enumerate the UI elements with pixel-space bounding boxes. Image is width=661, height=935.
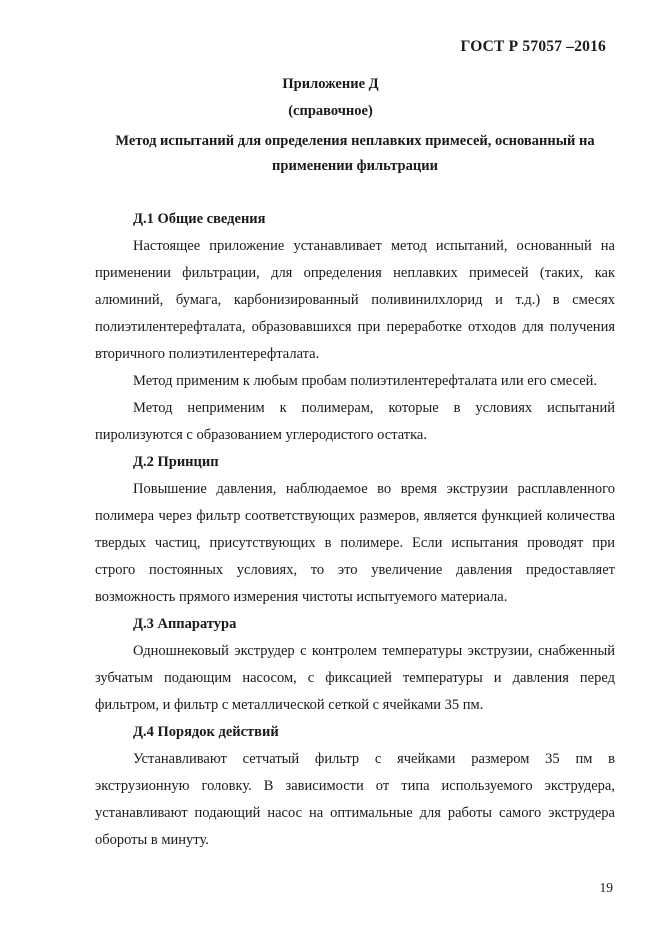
section-heading-general: Д.1 Общие сведения [133, 211, 266, 227]
standard-number: ГОСТ Р 57057 –2016 [460, 38, 606, 55]
appendix-type: (справочное) [288, 103, 373, 119]
paragraph: Повышение давления, наблюдаемое во время экструзии расплавленного полимера через фильтр соответствующих размеров, является функцией количества твердых частиц, присутствующих в полимере. Если испытания проводят при строго постоянных условиях, то это увеличение давления предоставляет возможность прямого измерения чистоты испытуемого материала. [95, 481, 615, 605]
section-heading-principle: Д.2 Принцип [133, 454, 219, 470]
page-number: 19 [599, 880, 613, 895]
paragraph: Одношнековый экструдер с контролем температуры экструзии, снабженный зубчатым подающим насосом, с фиксацией температуры и давления перед фильтром, и фильтр с металлической сеткой с ячейками 35 пм. [95, 643, 615, 713]
paragraph: Устанавливают сетчатый фильтр с ячейками размером 35 пм в экструзионную головку. В зависимости от типа используемого экструдера, устанавливают подающий насос на оптимальные для работы самого экструдера обороты в минуту. [95, 751, 615, 848]
paragraph: Метод неприменим к полимерам, которые в условиях испытаний пиролизуются с образованием углеродистого остатка. [95, 400, 615, 443]
appendix-label: Приложение Д [282, 76, 379, 92]
document-body [95, 206, 615, 854]
paragraph: Настоящее приложение устанавливает метод испытаний, основанный на применении фильтрации, для определения неплавких примесей (таких, как алюминий, бумага, карбонизированный поливинилхлорид и т.д.) в смесях полиэтилентерефталата, образовавшихся при переработке отходов для получения вторичного полиэтилентерефталата. [95, 238, 615, 362]
section-heading-procedure: Д.4 Порядок действий [133, 724, 279, 740]
appendix-title: Метод испытаний для определения неплавких примесей, основанный на применении фильтрации [115, 133, 595, 174]
section-heading-apparatus: Д.3 Аппаратура [133, 616, 237, 632]
paragraph: Метод применим к любым пробам полиэтилентерефталата или его смесей. [133, 373, 598, 389]
